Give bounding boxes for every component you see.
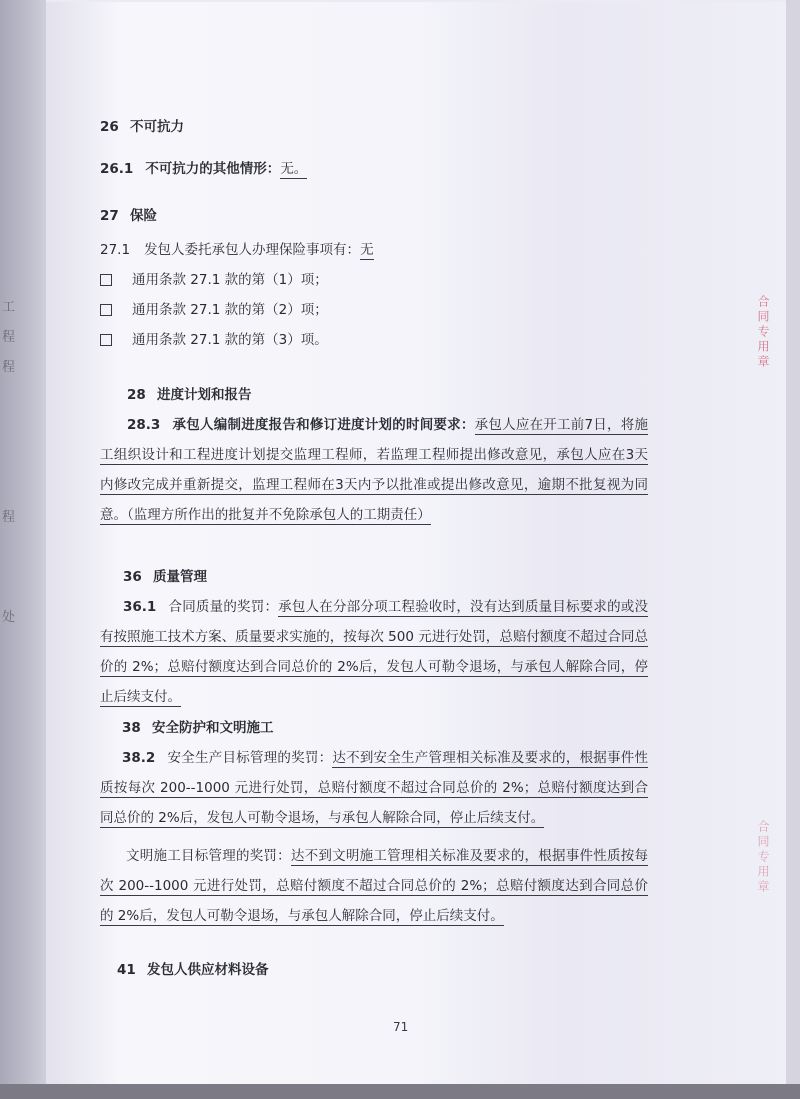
section-28	[100, 380, 648, 530]
option-row: 通用条款 27.1 款的第（3）项。	[100, 325, 660, 355]
section-27	[100, 201, 660, 355]
margin-char: 程	[2, 360, 16, 375]
section-heading: 38 安全防护和文明施工	[122, 720, 274, 736]
clause-value: 达不到文明施工管理相关标准及要求的，根据事件性质按每次 200--1000 元进行处罚，总赔付额度不超过合同总价的 2%；总赔付额度达到合同总价的 2%后，发包人可勒令退场，与承包人解除合同，停止后续支付。	[100, 848, 649, 924]
section-heading: 36 质量管理	[123, 569, 207, 585]
checkbox[interactable]	[100, 274, 112, 286]
clause-value: 承包人应在开工前7日，将施工组织设计和工程进度计划提交监理工程师，若监理工程师提出修改意见，承包人应在3天内修改完成并重新提交，监理工程师在3天内予以批准或提出修改意见，逾期不批复视为同意。（监理方所作出的批复并不免除承包人的工期责任）	[100, 417, 649, 523]
section-heading: 28 进度计划和报告	[127, 387, 252, 403]
clause-27-1: 27.1 发包人委托承包人办理保险事项有：无	[100, 242, 374, 258]
margin-char: 处	[2, 610, 16, 625]
clause-28-3: 28.3 承包人编制进度报告和修订进度计划的时间要求：承包人应在开工前7日，将施工组织设计和工程进度计划提交监理工程师，若监理工程师提出修改意见，承包人应在3天内修改完成并重新提交，监理工程师在3天内予以批准或提出修改意见，逾期不批复视为同意。（监理方所作出的批复并不免除承包人的工期责任）	[100, 417, 649, 523]
binding-margin	[0, 0, 46, 1099]
clause-civilized-construction: 文明施工目标管理的奖罚：达不到文明施工管理相关标准及要求的，根据事件性质按每次 200--1000 元进行处罚，总赔付额度不超过合同总价的 2%；总赔付额度达到合同总价的 2%后，发包人可勒令退场，与承包人解除合同，停止后续支付。	[100, 848, 649, 924]
clause-38-2: 38.2 安全生产目标管理的奖罚：达不到安全生产管理相关标准及要求的，根据事件性质按每次 200--1000 元进行处罚，总赔付额度不超过合同总价的 2%；总赔付额度达到合同总价的 2%后，发包人可勒令退场，与承包人解除合同，停止后续支付。	[100, 750, 649, 826]
margin-char: 工	[2, 300, 16, 315]
option-row: 通用条款 27.1 款的第（2）项；	[100, 295, 660, 325]
margin-char: 程	[2, 330, 16, 345]
section-36	[100, 562, 648, 712]
page-edge	[786, 0, 800, 1099]
checkbox[interactable]	[100, 334, 112, 346]
clause-value: 达不到安全生产管理相关标准及要求的，根据事件性质按每次 200--1000 元进行处罚，总赔付额度不超过合同总价的 2%；总赔付额度达到合同总价的 2%后，发包人可勒令退场，与承包人解除合同，停止后续支付。	[100, 750, 649, 826]
section-41	[100, 955, 660, 985]
scan-bottom-edge	[0, 1084, 800, 1099]
seal-stamp-faint: 合同专用章	[756, 820, 770, 895]
clause-value: 无。	[280, 161, 308, 177]
margin-char: 程	[2, 510, 16, 525]
section-heading: 27 保险	[100, 208, 157, 224]
clause-36-1: 36.1 合同质量的奖罚：承包人在分部分项工程验收时，没有达到质量目标要求的或没有按照施工技术方案、质量要求实施的，按每次 500 元进行处罚，总赔付额度不超过合同总价的 2%；总赔付额度达到合同总价的 2%后，发包人可勒令退场，与承包人解除合同，停止后续支付。	[100, 599, 649, 705]
clause-value: 无	[360, 242, 374, 258]
section-heading: 41 发包人供应材料设备	[117, 962, 269, 978]
option-row: 通用条款 27.1 款的第（1）项；	[100, 265, 660, 295]
clause-26-1: 26.1 不可抗力的其他情形：无。	[100, 161, 308, 177]
clause-value: 承包人在分部分项工程验收时，没有达到质量目标要求的或没有按照施工技术方案、质量要求实施的，按每次 500 元进行处罚，总赔付额度不超过合同总价的 2%；总赔付额度达到合同总价的 2%后，发包人可勒令退场，与承包人解除合同，停止后续支付。	[100, 599, 649, 705]
section-heading: 26 不可抗力	[100, 119, 184, 135]
section-26	[100, 112, 660, 184]
section-38	[100, 713, 648, 931]
checkbox[interactable]	[100, 304, 112, 316]
page-number: 71	[393, 1020, 409, 1034]
seal-stamp: 合同专用章	[756, 295, 770, 370]
